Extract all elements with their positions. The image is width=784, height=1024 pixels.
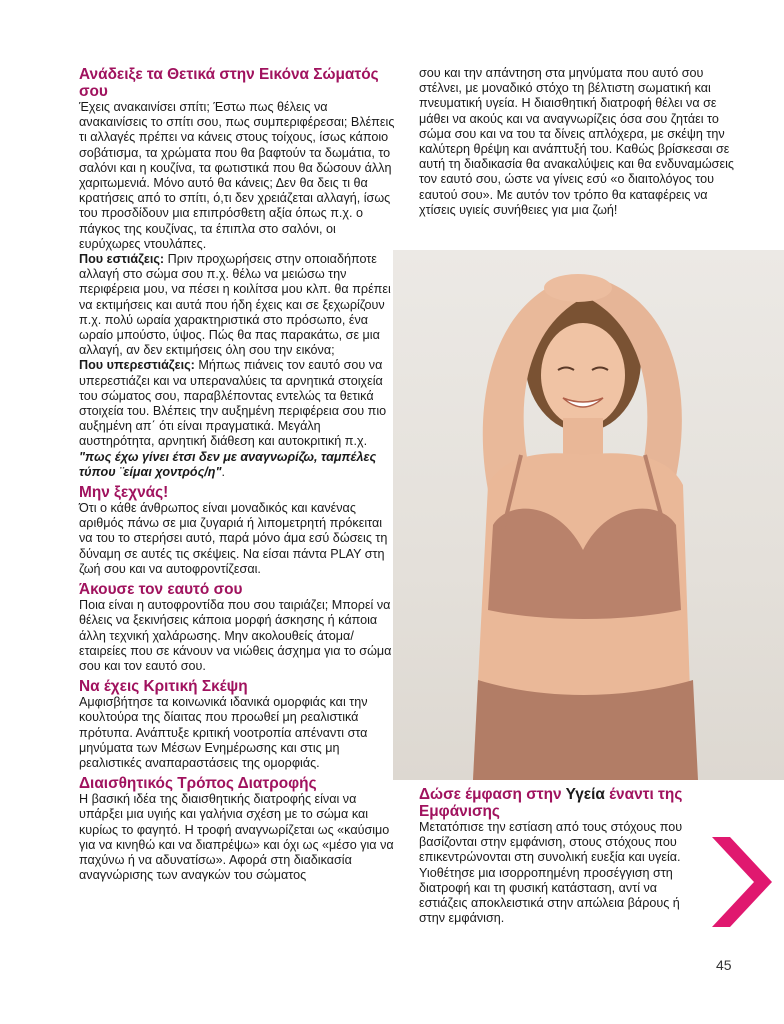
section-title-intuitive-eating: Διαισθητικός Τρόπος Διατροφής: [79, 775, 317, 793]
woman-photo: [393, 250, 784, 780]
left-column: [79, 66, 395, 883]
body-paragraph: Που υπερεστιάζεις: Μήπως πιάνεις τον εαυτό σου να υπερεστιάζει και να υπεραναλύεις τα αρνητικά στοιχεία του σώματος σου, παραβλέποντας εντελώς τα θετικά στοιχεία του. Βλέπεις την αυξημένη περιφέρεια σου πιο αυξημένη απ΄ ότι είναι πραγματικά. Μεγάλη αυστηρότητα, αρνητική διάθεση και αυτοκριτική π.χ. "πως έχω γίνει έτσι δεν με αναγνωρίζω, ταμπέλες τύπου ¨είμαι χοντρός/η".: [79, 358, 387, 479]
chevron-right-icon: [712, 837, 772, 927]
section-title-listen-yourself: Άκουσε τον εαυτό σου: [79, 581, 243, 599]
emphasis-quote: "πως έχω γίνει έτσι δεν με αναγνωρίζω, ταμπέλες τύπου ¨είμαι χοντρός/η": [79, 449, 377, 479]
body-paragraph: Ότι ο κάθε άνθρωπος είναι μοναδικός και κανένας αριθμός πάνω σε μια ζυγαριά ή λιπομετρητή πρόκειται να του το στερήσει αυτό, παρά μόνο άμα εσύ δώσεις τη δύναμη σε αυτές τις σκέψεις. Να είσαι πάντα PLAY στη ζωή σου και να αυτοφροντίζεσαι.: [79, 501, 388, 576]
woman-illustration: [393, 250, 784, 780]
section-title-critical-thinking: Να έχεις Κριτική Σκέψη: [79, 678, 248, 696]
lead-term: Που υπερεστιάζεις:: [79, 358, 195, 373]
body-paragraph: Που εστιάζεις: Πριν προχωρήσεις στην οποιαδήποτε αλλαγή στο σώμα σου π.χ. θέλω να μειώσω την περιφέρεια μου, να πέσει η κοιλίτσα μου κλπ. θα πρέπει να εκτιμήσεις και αυτά που ήδη έχεις και σε ξεχωρίζουν π.χ. πολύ ωραία χαρακτηριστικά στο πρόσωπο, ένα ωραίο μπούστο, ύψος. Πώς θα πας παρακάτω, σε μια αλλαγή, αν δεν εκτιμήσεις όλη σου την εικόνα;: [79, 252, 391, 358]
body-paragraph: Αμφισβήτησε τα κοινωνικά ιδανικά ομορφιάς και την κουλτούρα της δίαιτας που προωθεί μη ρεαλιστικά πρότυπα. Ανάπτυξε κριτική νοοτροπία απέναντι στα μηνύματα των Μέσων Ενημέρωσης και στις μη ρεαλιστικές αναπαραστάσεις της ομορφιάς.: [79, 695, 368, 770]
continued-paragraph: σου και την απάντηση στα μηνύματα που αυτό σου στέλνει, με μοναδικό στόχο τη βέλτιστη σωματική και πνευματική υγεία. Η διαισθητική διατροφή θέλει να σε μάθει να ακούς και να αναγνωρίζεις όσα σου ζητάει το σώμα σου και να του τα δίνεις απλόχερα, με σκέψη την καλύτερη θρέψη και ανάπτυξή του. Καθώς βρίσκεσαι σε αυτή τη διαδικασία θα ανακαλύψεις και θα ενδυναμώσεις τον εαυτό σου, ώστε να γίνεις εσύ «ο διαιτολόγος του εαυτού σου». Με αυτόν τον τρόπο θα καταφέρεις να χτίσεις υγιείς συνήθειες για μια ζωή!: [419, 66, 734, 217]
section-title-health: Δώσε έμφαση στην Υγεία έναντι της Εμφάνισης: [419, 786, 683, 820]
body-paragraph: Η βασική ιδέα της διαισθητικής διατροφής είναι να υπάρξει μια υγιής και γαλήνια σχέση με το σώμα και κυρίως το φαγητό. Η τροφή αναγνωρίζεται ως «καύσιμο για να κινηθώ και να διαπρέψω» και όχι ως «μέσο για να παχύνω ή να αδυνατίσω». Αφορά στη διαδικασία αναγνώρισης των αναγκών του σώματος: [79, 792, 394, 883]
page-number: 45: [716, 957, 732, 973]
section-title-dont-forget: Μην ξεχνάς!: [79, 484, 169, 502]
lead-term: Που εστιάζεις:: [79, 252, 165, 267]
body-paragraph: Μετατόπισε την εστίαση από τους στόχους που βασίζονται στην εμφάνιση, στους στόχους που επικεντρώνονται στη συνολική ευεξία και υγεία. Υιοθέτησε μια ισορροπημένη προσέγγιση στη διατροφή και τη φυσική κατάσταση, αντί να εστιάζεις αποκλειστικά στην απώλεια βάρους ή στην εμφάνιση.: [419, 820, 683, 926]
body-paragraph: Ποια είναι η αυτοφροντίδα που σου ταιριάζει; Μπορεί να θέλεις να ξεκινήσεις κάποια μορφή άσκησης ή κάποια άλλη τεχνική χαλάρωσης. Μην ακολουθείς άτομα/εταιρείες που σε κάνουν να νιώθεις άσχημα για το σώμα σου και τον εαυτό σου.: [79, 598, 392, 673]
body-paragraph: Έχεις ανακαινίσει σπίτι; Έστω πως θέλεις να ανακαινίσεις το σπίτι σου, πως συμπεριφέρεσαι; Βλέπεις τι αλλαγές πρέπει να κάνεις στους τοίχους, ίσως κάποιο σοβάτισμα, τα χρώματα που θα βαφτούν τα δωμάτια, το σαλόνι και η κουζίνα, τα φωτιστικά που θα δώσουν άλλη χαριτωμενιά. Μόνο αυτό θα κάνεις; Δεν θα δεις τι θα κρατήσεις από το σπίτι, ό,τι δεν χρειάζεται αλλαγή, ίσως του προσδίδουν μια επιπρόσθετη αξία όπως π.χ. ο πάγκος της κουζίνας, τα έπιπλα στο σαλόνι, οι ευρύχωρες ντουλάπες.: [79, 100, 395, 251]
section-title-body-image: Ανάδειξε τα Θετικά στην Εικόνα Σώματός σου: [79, 66, 379, 100]
health-highlight: Υγεία: [565, 786, 605, 803]
right-column-bottom: [419, 786, 719, 926]
right-column-top: [419, 66, 737, 218]
